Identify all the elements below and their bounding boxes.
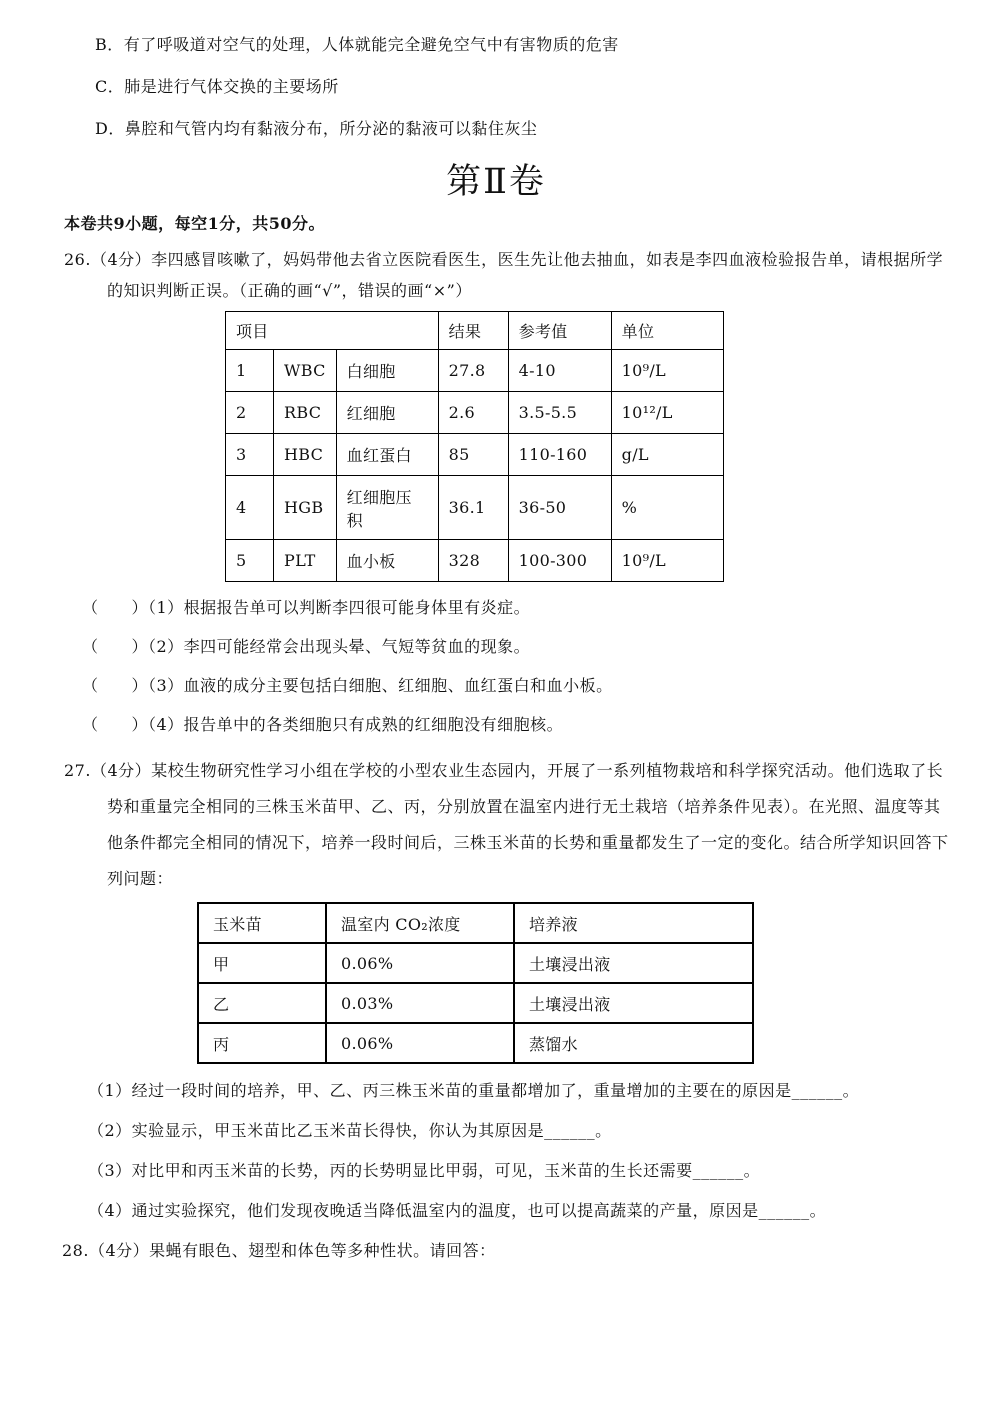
judgment-item: （ ）（1）根据报告单可以判断李四很可能身体里有炎症。 xyxy=(82,598,531,617)
table-row xyxy=(226,350,724,392)
table-cell: 土壤浸出液 xyxy=(514,943,753,983)
q26-judgments xyxy=(0,597,992,736)
judgment-item: （ ）（3）血液的成分主要包括白细胞、红细胞、血红蛋白和血小板。 xyxy=(82,676,613,695)
table-cell: 110-160 xyxy=(508,434,611,476)
table-header-cell: 玉米苗 xyxy=(198,903,326,943)
table-cell: 100-300 xyxy=(508,540,611,582)
subquestion-item: （3）对比甲和丙玉米苗的长势，丙的长势明显比甲弱，可见，玉米苗的生长还需要______。 xyxy=(88,1161,761,1180)
table-cell: 2.6 xyxy=(438,392,508,434)
table-cell: 乙 xyxy=(198,983,326,1023)
table-row xyxy=(198,983,753,1023)
table-cell: 白细胞 xyxy=(336,350,438,392)
judgment-item: （ ）（2）李四可能经常会出现头晕、气短等贫血的现象。 xyxy=(82,637,531,656)
table-cell: 血小板 xyxy=(336,540,438,582)
choice-option-d: D．鼻腔和气管内均有黏液分布，所分泌的黏液可以黏住灰尘 xyxy=(95,119,538,138)
q27-subquestions xyxy=(0,1080,992,1222)
table-cell: 4 xyxy=(226,476,274,540)
table-header-row xyxy=(198,903,753,943)
table-cell: 5 xyxy=(226,540,274,582)
table-cell: 蒸馏水 xyxy=(514,1023,753,1063)
table-cell: 10⁹/L xyxy=(611,540,723,582)
table-cell: 土壤浸出液 xyxy=(514,983,753,1023)
section-title: 第Ⅱ卷 xyxy=(446,162,546,202)
table-cell: 2 xyxy=(226,392,274,434)
table-header-cell: 项目 xyxy=(226,312,439,350)
table-cell: WBC xyxy=(274,350,337,392)
table-row xyxy=(226,540,724,582)
table-cell: 10⁹/L xyxy=(611,350,723,392)
table-cell: 0.06% xyxy=(326,1023,514,1063)
subquestion-item: （4）通过实验探究，他们发现夜晚适当降低温室内的温度，也可以提高蔬菜的产量，原因是______。 xyxy=(88,1201,827,1220)
table-cell: 3 xyxy=(226,434,274,476)
subquestion-item: （2）实验显示，甲玉米苗比乙玉米苗长得快，你认为其原因是______。 xyxy=(88,1121,612,1140)
section-note: 本卷共9小题，每空1分，共50分。 xyxy=(64,214,326,233)
table-cell: 0.06% xyxy=(326,943,514,983)
table-cell: 85 xyxy=(438,434,508,476)
table-cell: 甲 xyxy=(198,943,326,983)
table-header-cell: 参考值 xyxy=(508,312,611,350)
table-cell: 丙 xyxy=(198,1023,326,1063)
choice-options xyxy=(95,34,992,140)
judgment-item: （ ）（4）报告单中的各类细胞只有成熟的红细胞没有细胞核。 xyxy=(82,715,564,734)
table-header-cell: 结果 xyxy=(438,312,508,350)
table-row xyxy=(226,434,724,476)
table-cell: RBC xyxy=(274,392,337,434)
q28-stem: 28.（4分）果蝇有眼色、翅型和体色等多种性状。请回答： xyxy=(62,1241,496,1260)
q27-stem: 27.（4分）某校生物研究性学习小组在学校的小型农业生态园内，开展了一系列植物栽培和科学探究活动。他们选取了长势和重量完全相同的三株玉米苗甲、乙、丙，分别放置在温室内进行无土栽培（培养条件见表）。在光照、温度等其他条件都完全相同的情况下，培养一段时间后，三株玉米苗的长势和重量都发生了一定的变化。结合所学知识回答下列问题： xyxy=(64,761,949,888)
table-header-row xyxy=(226,312,724,350)
table-cell: 10¹²/L xyxy=(611,392,723,434)
choice-option-c: C．肺是进行气体交换的主要场所 xyxy=(95,77,339,96)
table-cell: HGB xyxy=(274,476,337,540)
subquestion-item: （1）经过一段时间的培养，甲、乙、丙三株玉米苗的重量都增加了，重量增加的主要在的原因是______。 xyxy=(88,1081,860,1100)
table-cell: 1 xyxy=(226,350,274,392)
table-header-cell: 温室内 CO₂浓度 xyxy=(326,903,514,943)
table-cell: g/L xyxy=(611,434,723,476)
table-cell: 4-10 xyxy=(508,350,611,392)
table-cell: 0.03% xyxy=(326,983,514,1023)
table-cell: 328 xyxy=(438,540,508,582)
blood-report-table xyxy=(225,311,724,582)
table-cell: 红细胞压积 xyxy=(336,476,438,540)
table-row xyxy=(198,943,753,983)
table-cell: HBC xyxy=(274,434,337,476)
table-cell: 红细胞 xyxy=(336,392,438,434)
table-row xyxy=(226,476,724,540)
table-cell: 3.5-5.5 xyxy=(508,392,611,434)
table-row xyxy=(226,392,724,434)
table-cell: 36-50 xyxy=(508,476,611,540)
table-cell: 27.8 xyxy=(438,350,508,392)
table-cell: PLT xyxy=(274,540,337,582)
table-header-cell: 培养液 xyxy=(514,903,753,943)
q26-stem: 26.（4分）李四感冒咳嗽了，妈妈带他去省立医院看医生，医生先让他去抽血，如表是李四血液检验报告单，请根据所学的知识判断正误。（正确的画“√”，错误的画“×”） xyxy=(64,250,944,300)
choice-option-b: B．有了呼吸道对空气的处理，人体就能完全避免空气中有害物质的危害 xyxy=(95,35,619,54)
table-cell: 血红蛋白 xyxy=(336,434,438,476)
table-cell: % xyxy=(611,476,723,540)
table-row xyxy=(198,1023,753,1063)
table-header-cell: 单位 xyxy=(611,312,723,350)
table-cell: 36.1 xyxy=(438,476,508,540)
culture-condition-table xyxy=(197,902,754,1064)
